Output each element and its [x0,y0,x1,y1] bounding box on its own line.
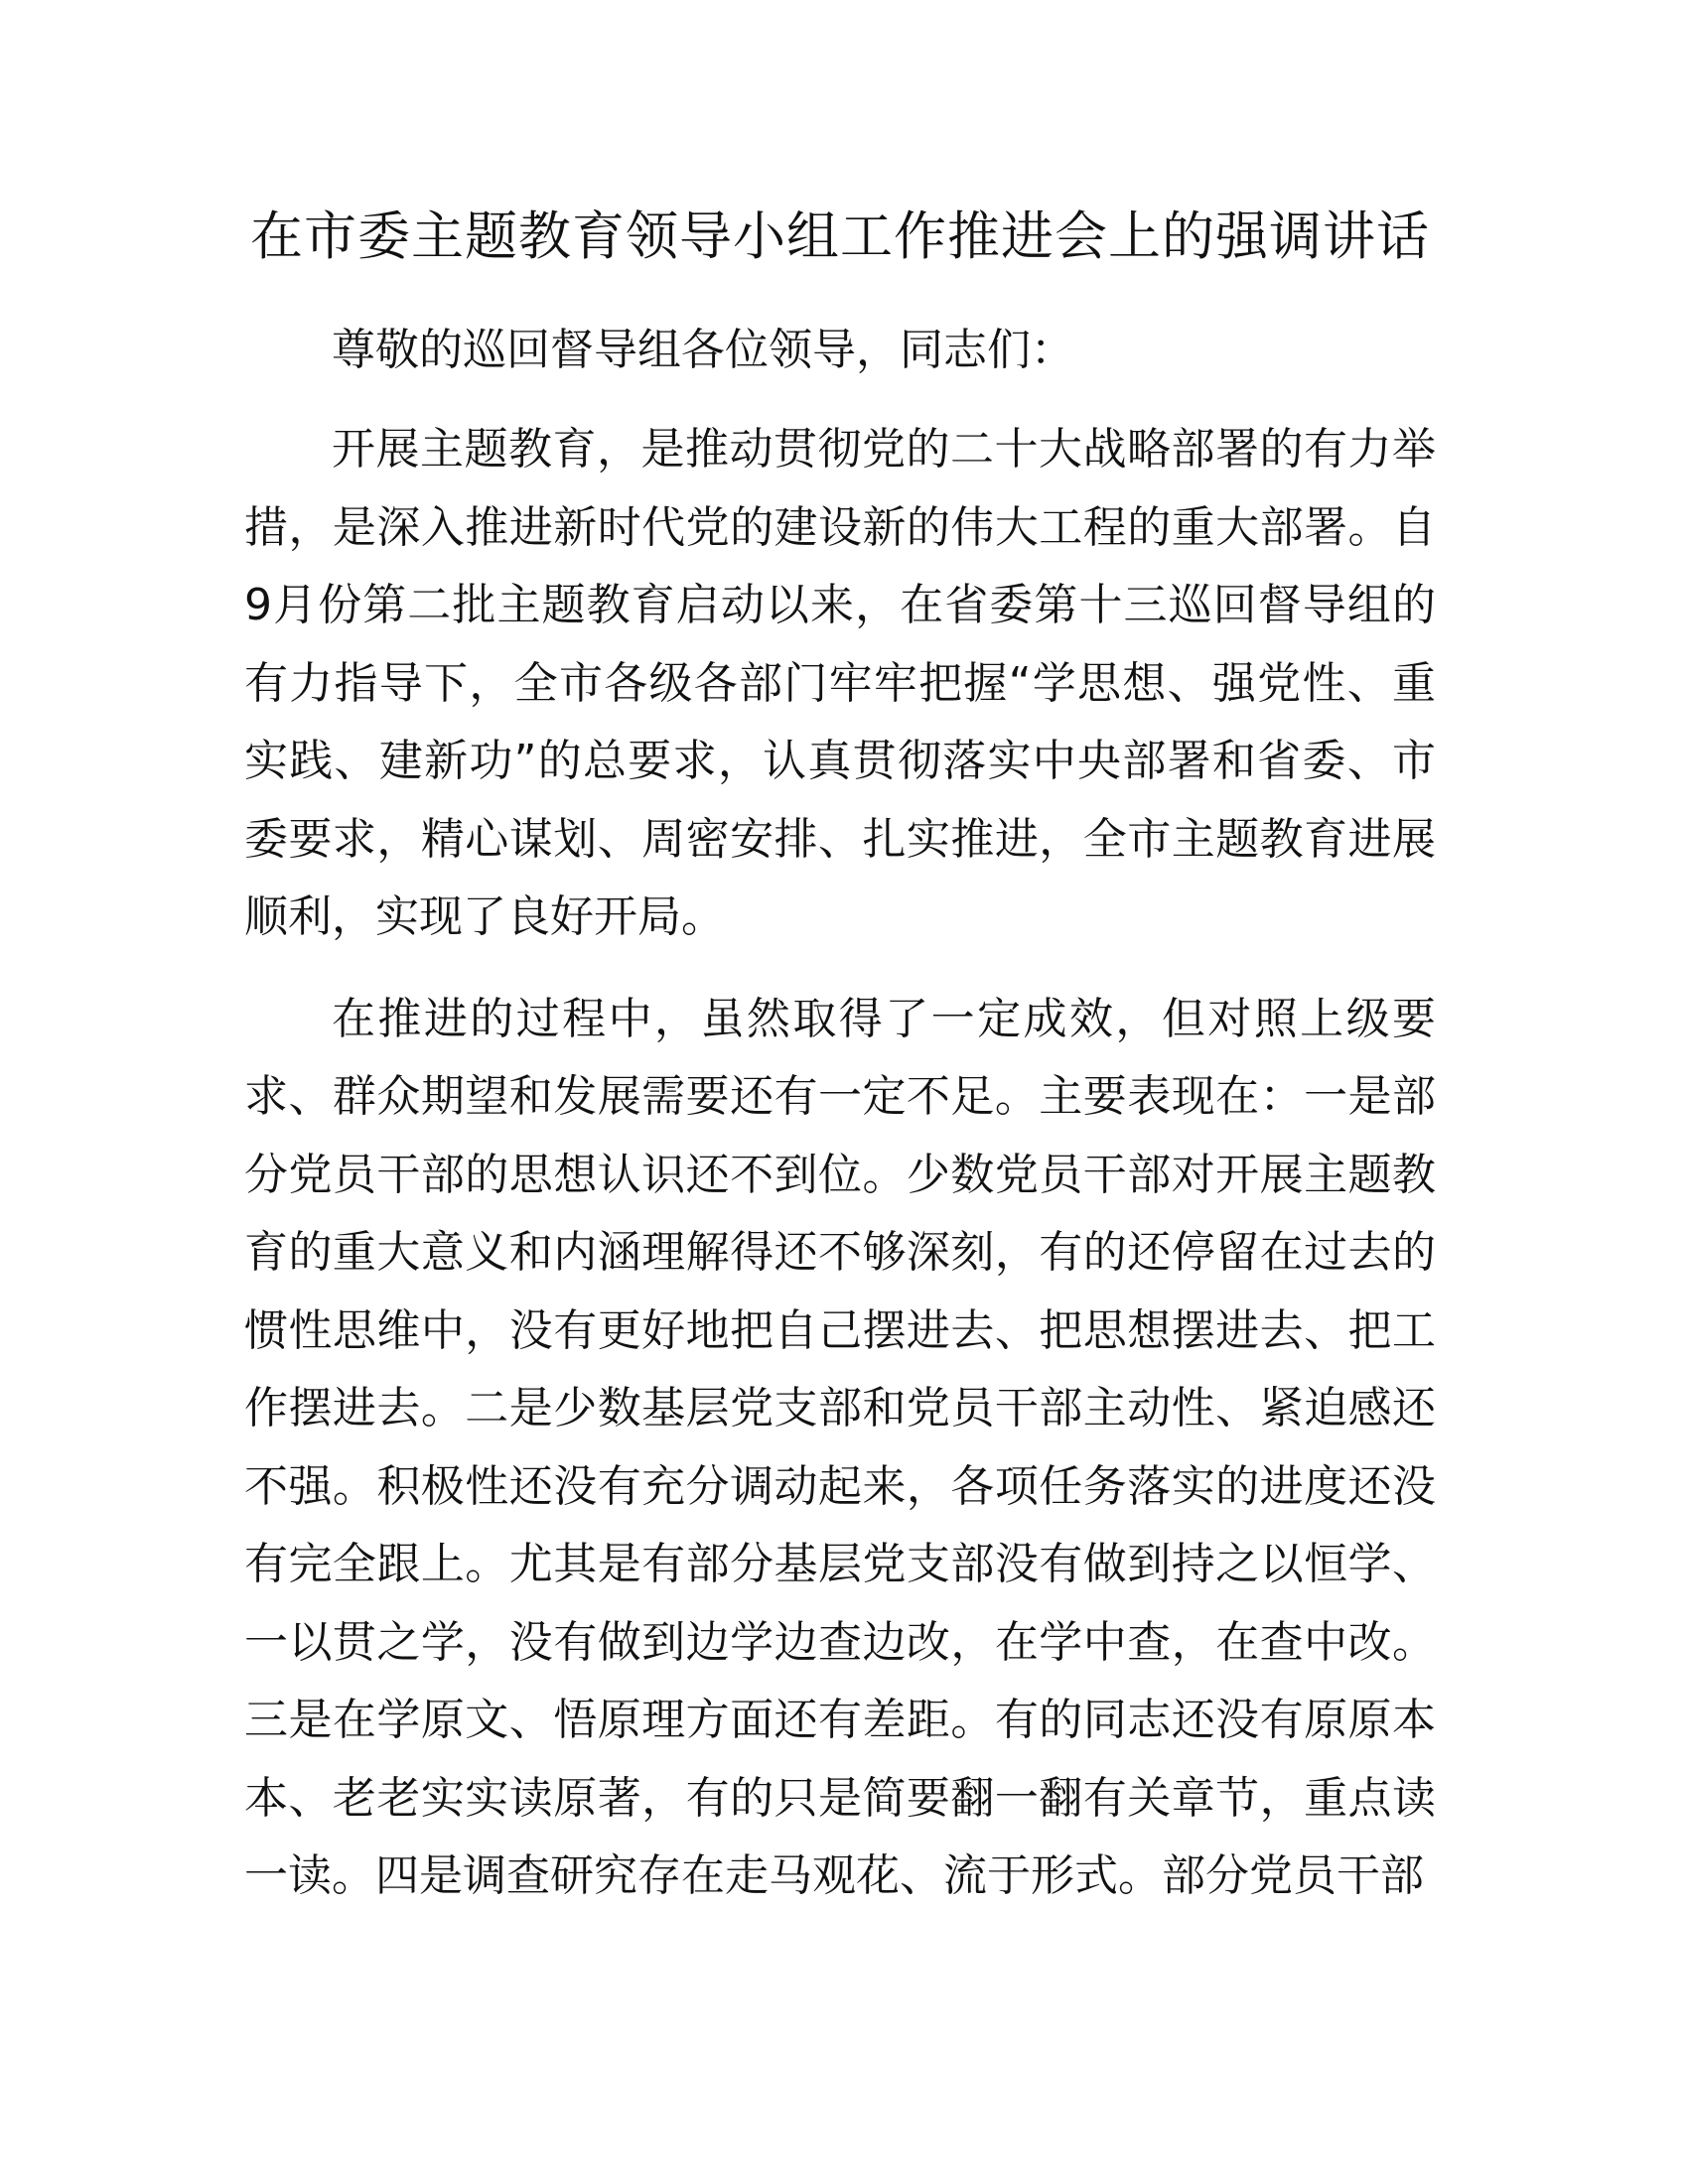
document-title: 在市委主题教育领导小组工作推进会上的强调讲话 [250,206,1430,267]
document-body [244,195,1436,1916]
paragraph-2: 在推进的过程中，虽然取得了一定成效，但对照上级要求、群众期望和发展需要还有一定不足。主要表现在：一是部分党员干部的思想认识还不到位。少数党员干部对开展主题教育的重大意义和内涵理解得还不够深刻，有的还停留在过去的惯性思维中，没有更好地把自己摆进去、把思想摆进去、把工作摆进去。二是少数基层党支部和党员干部主动性、紧迫感还不强。积极性还没有充分调动起来，各项任务落实的进度还没有完全跟上。尤其是有部分基层党支部没有做到持之以恒学、一以贯之学，没有做到边学边查边改，在学中查，在查中改。三是在学原文、悟原理方面还有差距。有的同志还没有原原本本、老老实实读原著，有的只是简要翻一翻有关章节，重点读一读。四是调查研究存在走马观花、流于形式。部分党员干部 [244,993,1436,1901]
salutation: 尊敬的巡回督导组各位领导，同志们： [332,325,1074,375]
paragraph-1: 开展主题教育，是推动贯彻党的二十大战略部署的有力举措，是深入推进新时代党的建设新的伟大工程的重大部署。自9月份第二批主题教育启动以来，在省委第十三巡回督导组的有力指导下，全市各级各部门牢牢把握“学思想、强党性、重实践、建新功”的总要求，认真贯彻落实中央部署和省委、市委要求，精心谋划、周密安排、扎实推进，全市主题教育进展顺利，实现了良好开局。 [244,424,1436,942]
